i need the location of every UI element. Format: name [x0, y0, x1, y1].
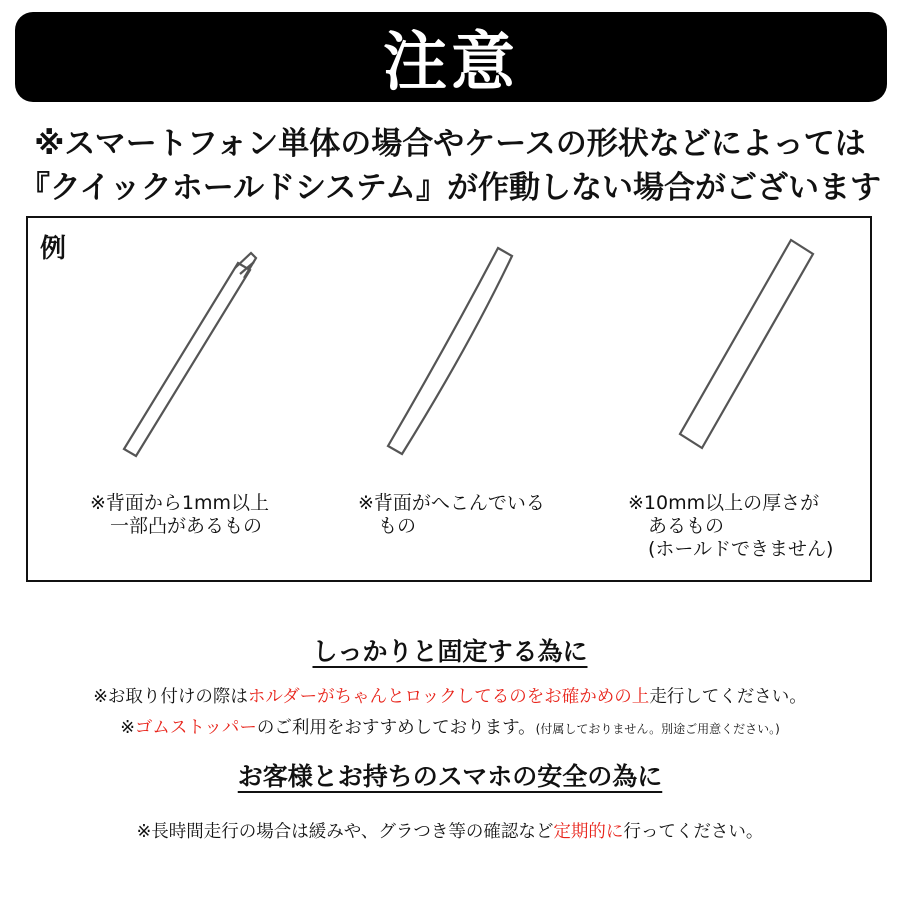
example-box — [26, 216, 872, 582]
warning-line-2: 『クイックホールドシステム』が作動しない場合がございます — [18, 170, 882, 206]
banner-title: 注意 — [383, 26, 519, 100]
caption-line: もの — [378, 515, 417, 537]
caption-protrusion — [90, 492, 269, 538]
section-heading-safety — [0, 757, 900, 793]
caption-line: ※背面がへこんでいる — [358, 492, 545, 514]
phone-concave-illustration — [388, 248, 512, 454]
note-periodic-check — [0, 818, 900, 843]
protrusion-bump-shape — [235, 253, 256, 278]
note-highlight: ゴムストッパー — [134, 718, 257, 738]
note-highlight: 定期的に — [553, 822, 624, 842]
note-text: 行ってください。 — [623, 822, 764, 842]
note-text: ※ — [120, 718, 135, 738]
caption-thick — [628, 492, 833, 561]
warning-line-1: ※スマートフォン単体の場合やケースの形状などによっては — [34, 126, 866, 162]
note-small-text: (付属しておりません。別途ご用意ください。) — [535, 722, 780, 736]
note-lock-check — [0, 683, 900, 708]
caption-concave — [358, 492, 545, 538]
phone-concave-shape — [388, 248, 512, 454]
phone-thick-shape — [680, 240, 813, 448]
section-heading-text: お客様とお持ちのスマホの安全の為に — [237, 762, 663, 791]
caption-line: あるもの — [648, 515, 725, 537]
note-text: 走行してください。 — [649, 687, 807, 707]
note-text: ※お取り付けの際は — [93, 687, 248, 707]
note-highlight: ホルダーがちゃんとロックしてるのをお確かめの上 — [247, 687, 650, 707]
phone-thick-illustration — [680, 240, 813, 448]
caption-line: 一部凸があるもの — [110, 515, 263, 537]
example-label: 例 — [40, 234, 67, 264]
note-text: のご利用をおすすめしております。 — [256, 718, 536, 738]
phone-body-shape — [124, 263, 250, 456]
section-heading-secure — [0, 632, 900, 668]
title-banner — [15, 12, 887, 102]
phone-protrusion-illustration — [124, 253, 256, 456]
section-heading-text: しっかりと固定する為に — [312, 637, 588, 666]
caption-line: ※10mm以上の厚さが — [628, 492, 820, 514]
note-text: ※長時間走行の場合は緩みや、グラつき等の確認など — [136, 822, 554, 842]
note-rubber-stopper — [0, 714, 900, 739]
caption-line: (ホールドできません) — [648, 538, 834, 560]
caption-line: ※背面から1mm以上 — [90, 492, 270, 514]
